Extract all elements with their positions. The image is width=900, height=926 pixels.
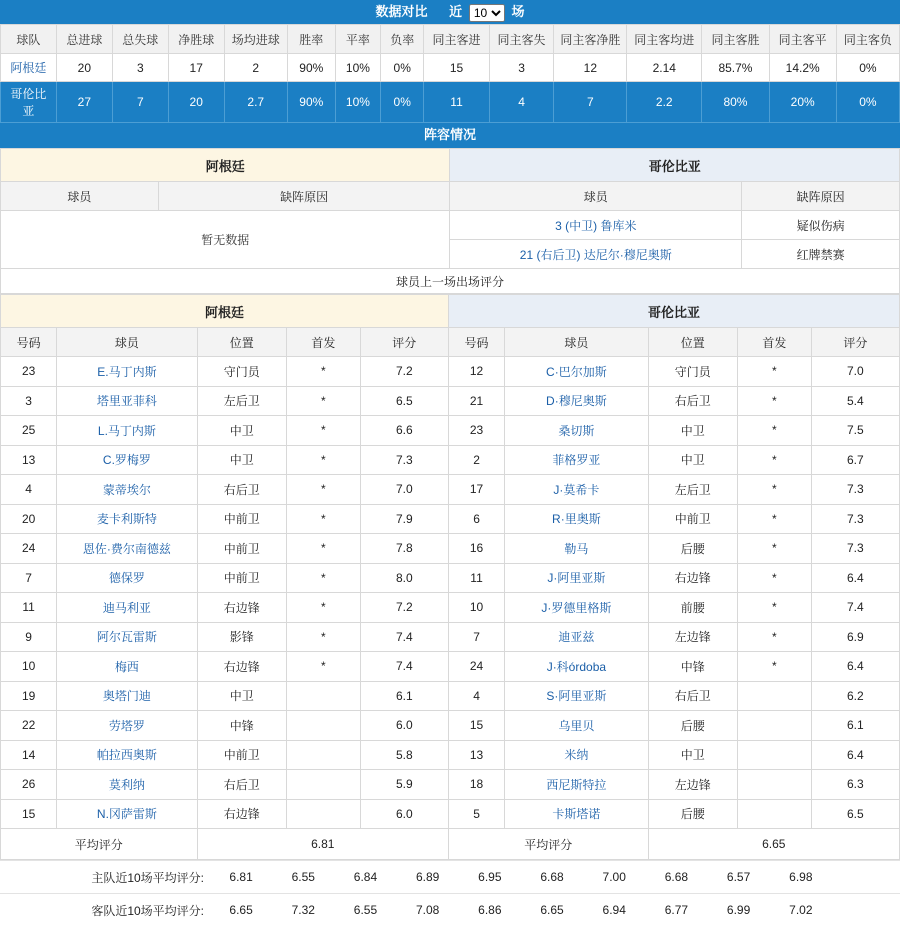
away-player-name: J·科órdoba xyxy=(505,652,648,682)
away-avg-label: 平均评分 xyxy=(448,829,648,860)
home-player-start: * xyxy=(287,593,361,623)
table-row xyxy=(1,681,900,711)
away-player-pos: 后腰 xyxy=(648,711,737,741)
table-row xyxy=(1,475,900,505)
away-player-start: * xyxy=(738,563,812,593)
compare-col-9: 同主客失 xyxy=(489,25,554,54)
data-compare-table xyxy=(0,24,900,123)
away-avg-5: 6.65 xyxy=(521,894,583,926)
home-player-start xyxy=(287,799,361,829)
header-title: 数据对比 xyxy=(376,0,428,24)
compare-col-0: 球队 xyxy=(1,25,57,54)
home-player-pos: 左后卫 xyxy=(197,386,286,416)
away-player-rating: 5.4 xyxy=(811,386,899,416)
away-player-rating: 7.5 xyxy=(811,416,899,446)
compare-col-4: 场均进球 xyxy=(224,25,287,54)
ratings-caption: 球员上一场出场评分 xyxy=(0,269,900,294)
compare-col-10: 同主客净胜 xyxy=(554,25,627,54)
home-player-no: 22 xyxy=(1,711,57,741)
away-player-rating: 6.4 xyxy=(811,740,899,770)
table-row xyxy=(1,740,900,770)
compare-col-2: 总失球 xyxy=(112,25,168,54)
ratings-col-start: 首发 xyxy=(287,328,361,357)
away-player-pos: 中锋 xyxy=(648,652,737,682)
squad-away-player: 21 (右后卫) 达尼尔·穆尼奥斯 xyxy=(450,240,742,269)
table-row xyxy=(1,445,900,475)
away-player-pos: 右后卫 xyxy=(648,386,737,416)
away-avg-3: 7.08 xyxy=(397,894,459,926)
away-player-start: * xyxy=(738,593,812,623)
cell: 2.2 xyxy=(627,82,702,123)
away-player-start: * xyxy=(738,504,812,534)
cell: 17 xyxy=(168,54,224,82)
table-row xyxy=(1,82,900,123)
away-player-no: 6 xyxy=(448,504,504,534)
home-player-no: 9 xyxy=(1,622,57,652)
cell: 10% xyxy=(335,54,380,82)
table-row xyxy=(1,563,900,593)
squad-team-header-row xyxy=(1,149,900,182)
squad-away-col-player: 球员 xyxy=(450,182,742,211)
table-row xyxy=(1,770,900,800)
cell: 0% xyxy=(836,82,899,123)
header-bar xyxy=(0,0,900,24)
home-player-pos: 右边锋 xyxy=(197,652,286,682)
table-row xyxy=(1,54,900,82)
squad-away-player: 3 (中卫) 鲁库米 xyxy=(450,211,742,240)
away-player-no: 2 xyxy=(448,445,504,475)
compare-col-8: 同主客进 xyxy=(424,25,489,54)
away-player-rating: 7.3 xyxy=(811,475,899,505)
away-player-name: 勒马 xyxy=(505,534,648,564)
away-player-pos: 中前卫 xyxy=(648,504,737,534)
home-player-start xyxy=(287,740,361,770)
compare-col-13: 同主客平 xyxy=(769,25,836,54)
home-avg-value: 6.81 xyxy=(197,829,448,860)
away-player-pos: 守门员 xyxy=(648,357,737,387)
cell: 2.7 xyxy=(224,82,287,123)
away-player-start xyxy=(738,799,812,829)
away-player-no: 13 xyxy=(448,740,504,770)
home-player-start: * xyxy=(287,622,361,652)
away-player-name: R·里奥斯 xyxy=(505,504,648,534)
home-avg-8: 6.57 xyxy=(708,861,770,894)
home-player-rating: 7.3 xyxy=(360,445,448,475)
ratings-col-no: 号码 xyxy=(448,328,504,357)
table-row xyxy=(1,357,900,387)
recent-prefix: 近 xyxy=(449,0,462,24)
home-player-no: 26 xyxy=(1,770,57,800)
ratings-col-pos: 位置 xyxy=(197,328,286,357)
player-ratings-table xyxy=(0,294,900,860)
squad-home-col-reason: 缺阵原因 xyxy=(158,182,450,211)
away-avg-8: 6.99 xyxy=(708,894,770,926)
table-row xyxy=(1,593,900,623)
home-player-name: 迪马利亚 xyxy=(57,593,197,623)
cell: 11 xyxy=(424,82,489,123)
compare-col-6: 平率 xyxy=(335,25,380,54)
home-avg-3: 6.89 xyxy=(397,861,459,894)
ratings-col-rating: 评分 xyxy=(360,328,448,357)
home-player-start xyxy=(287,681,361,711)
away-avg-9: 7.02 xyxy=(770,894,832,926)
away-avg-4: 6.86 xyxy=(459,894,521,926)
cell: 90% xyxy=(287,82,335,123)
bottom-averages xyxy=(0,860,900,926)
recent-matches-select[interactable] xyxy=(469,4,505,22)
cell: 7 xyxy=(554,82,627,123)
home-avg-7: 6.68 xyxy=(645,861,707,894)
home-avg-4: 6.95 xyxy=(459,861,521,894)
cell: 7 xyxy=(112,82,168,123)
home-player-start: * xyxy=(287,652,361,682)
away-player-rating: 6.9 xyxy=(811,622,899,652)
away-player-no: 24 xyxy=(448,652,504,682)
away-player-name: D·穆尼奥斯 xyxy=(505,386,648,416)
home-player-no: 4 xyxy=(1,475,57,505)
home-player-pos: 守门员 xyxy=(197,357,286,387)
home-player-start: * xyxy=(287,386,361,416)
home-player-name: 阿尔瓦雷斯 xyxy=(57,622,197,652)
ratings-col-start: 首发 xyxy=(738,328,812,357)
away-avg-2: 6.55 xyxy=(334,894,396,926)
home-player-pos: 中卫 xyxy=(197,416,286,446)
away-player-no: 15 xyxy=(448,711,504,741)
away-player-no: 7 xyxy=(448,622,504,652)
away-player-pos: 后腰 xyxy=(648,534,737,564)
cell: 2.14 xyxy=(627,54,702,82)
home-player-name: 德保罗 xyxy=(57,563,197,593)
cell: 27 xyxy=(56,82,112,123)
table-row xyxy=(1,386,900,416)
away-player-pos: 左边锋 xyxy=(648,770,737,800)
away-avg-row xyxy=(0,894,900,926)
spacer xyxy=(832,861,900,894)
away-player-no: 4 xyxy=(448,681,504,711)
home-player-rating: 7.2 xyxy=(360,593,448,623)
away-player-pos: 左边锋 xyxy=(648,622,737,652)
away-player-name: 乌里贝 xyxy=(505,711,648,741)
away-player-name: 卡斯塔诺 xyxy=(505,799,648,829)
away-player-start xyxy=(738,711,812,741)
home-player-no: 3 xyxy=(1,386,57,416)
squad-col-header-row xyxy=(1,182,900,211)
squad-table xyxy=(0,148,900,269)
away-player-name: 迪亚兹 xyxy=(505,622,648,652)
away-player-start: * xyxy=(738,652,812,682)
home-player-pos: 中前卫 xyxy=(197,534,286,564)
ratings-col-pos: 位置 xyxy=(648,328,737,357)
home-player-name: 恩佐·费尔南德兹 xyxy=(57,534,197,564)
away-player-start: * xyxy=(738,445,812,475)
home-avg-row-label: 主队近10场平均评分: xyxy=(0,861,210,894)
home-player-name: L.马丁内斯 xyxy=(57,416,197,446)
squad-away-reason: 疑似伤病 xyxy=(742,211,900,240)
compare-col-14: 同主客负 xyxy=(836,25,899,54)
compare-col-7: 负率 xyxy=(380,25,423,54)
ratings-body xyxy=(1,357,900,829)
home-player-rating: 7.9 xyxy=(360,504,448,534)
away-avg-row-label: 客队近10场平均评分: xyxy=(0,894,210,926)
home-player-name: 麦卡利斯特 xyxy=(57,504,197,534)
home-player-no: 24 xyxy=(1,534,57,564)
away-player-start xyxy=(738,770,812,800)
ratings-col-player: 球员 xyxy=(505,328,648,357)
home-player-name: 塔里亚菲科 xyxy=(57,386,197,416)
home-player-start: * xyxy=(287,357,361,387)
compare-col-12: 同主客胜 xyxy=(702,25,769,54)
compare-header-row xyxy=(1,25,900,54)
cell: 3 xyxy=(112,54,168,82)
away-player-pos: 右后卫 xyxy=(648,681,737,711)
home-player-rating: 6.5 xyxy=(360,386,448,416)
cell: 3 xyxy=(489,54,554,82)
cell: 0% xyxy=(380,82,423,123)
away-player-name: 西尼斯特拉 xyxy=(505,770,648,800)
away-player-rating: 6.4 xyxy=(811,652,899,682)
home-player-pos: 中锋 xyxy=(197,711,286,741)
away-player-start xyxy=(738,740,812,770)
away-player-no: 23 xyxy=(448,416,504,446)
home-player-name: 梅西 xyxy=(57,652,197,682)
away-player-pos: 中卫 xyxy=(648,445,737,475)
home-player-pos: 右后卫 xyxy=(197,475,286,505)
home-player-rating: 5.8 xyxy=(360,740,448,770)
home-player-rating: 7.4 xyxy=(360,652,448,682)
away-player-no: 10 xyxy=(448,593,504,623)
cell: 10% xyxy=(335,82,380,123)
home-player-name: C.罗梅罗 xyxy=(57,445,197,475)
away-player-no: 21 xyxy=(448,386,504,416)
cell: 2 xyxy=(224,54,287,82)
home-player-no: 13 xyxy=(1,445,57,475)
home-player-rating: 7.4 xyxy=(360,622,448,652)
away-player-start: * xyxy=(738,357,812,387)
home-avg-1: 6.55 xyxy=(272,861,334,894)
away-player-rating: 7.3 xyxy=(811,504,899,534)
home-player-start: * xyxy=(287,534,361,564)
home-player-rating: 7.8 xyxy=(360,534,448,564)
home-player-start: * xyxy=(287,504,361,534)
away-player-pos: 中卫 xyxy=(648,740,737,770)
ratings-col-header-row xyxy=(1,328,900,357)
away-player-name: 米纳 xyxy=(505,740,648,770)
ratings-home-team: 阿根廷 xyxy=(1,295,449,328)
table-row xyxy=(1,534,900,564)
home-player-name: E.马丁内斯 xyxy=(57,357,197,387)
table-row xyxy=(1,211,900,240)
home-player-start: * xyxy=(287,475,361,505)
away-player-start xyxy=(738,681,812,711)
squad-home-nodata: 暂无数据 xyxy=(1,211,450,269)
away-player-start: * xyxy=(738,386,812,416)
away-player-pos: 右边锋 xyxy=(648,563,737,593)
cell: 20 xyxy=(56,54,112,82)
home-player-rating: 6.0 xyxy=(360,799,448,829)
home-player-no: 14 xyxy=(1,740,57,770)
away-player-rating: 6.7 xyxy=(811,445,899,475)
away-player-rating: 6.4 xyxy=(811,563,899,593)
away-player-no: 16 xyxy=(448,534,504,564)
away-player-pos: 中卫 xyxy=(648,416,737,446)
home-player-name: 莫利纳 xyxy=(57,770,197,800)
away-player-no: 18 xyxy=(448,770,504,800)
home-player-rating: 6.1 xyxy=(360,681,448,711)
home-player-no: 10 xyxy=(1,652,57,682)
ratings-col-no: 号码 xyxy=(1,328,57,357)
away-player-rating: 7.0 xyxy=(811,357,899,387)
away-player-name: 桑切斯 xyxy=(505,416,648,446)
away-player-start: * xyxy=(738,534,812,564)
cell: 0% xyxy=(836,54,899,82)
home-player-name: 帕拉西奥斯 xyxy=(57,740,197,770)
away-player-name: J·阿里亚斯 xyxy=(505,563,648,593)
home-player-pos: 影锋 xyxy=(197,622,286,652)
away-player-name: J·莫希卡 xyxy=(505,475,648,505)
away-player-rating: 6.1 xyxy=(811,711,899,741)
home-player-no: 11 xyxy=(1,593,57,623)
cell: 0% xyxy=(380,54,423,82)
home-player-rating: 7.0 xyxy=(360,475,448,505)
away-player-rating: 7.4 xyxy=(811,593,899,623)
home-player-rating: 6.0 xyxy=(360,711,448,741)
compare-col-5: 胜率 xyxy=(287,25,335,54)
home-player-no: 23 xyxy=(1,357,57,387)
away-player-pos: 后腰 xyxy=(648,799,737,829)
ratings-away-team: 哥伦比亚 xyxy=(448,295,899,328)
squad-home-team: 阿根廷 xyxy=(1,149,450,182)
home-player-pos: 右边锋 xyxy=(197,593,286,623)
compare-team-home: 阿根廷 xyxy=(1,54,57,82)
table-row xyxy=(1,652,900,682)
away-player-pos: 左后卫 xyxy=(648,475,737,505)
away-avg-value: 6.65 xyxy=(648,829,899,860)
table-row xyxy=(1,799,900,829)
compare-team-away: 哥伦比亚 xyxy=(1,82,57,123)
cell: 20% xyxy=(769,82,836,123)
ratings-col-player: 球员 xyxy=(57,328,197,357)
home-avg-6: 7.00 xyxy=(583,861,645,894)
home-player-pos: 右边锋 xyxy=(197,799,286,829)
compare-col-3: 净胜球 xyxy=(168,25,224,54)
squad-away-team: 哥伦比亚 xyxy=(450,149,900,182)
cell: 90% xyxy=(287,54,335,82)
squad-away-col-reason: 缺阵原因 xyxy=(742,182,900,211)
home-player-name: 劳塔罗 xyxy=(57,711,197,741)
home-player-pos: 中前卫 xyxy=(197,740,286,770)
table-row xyxy=(1,622,900,652)
home-player-pos: 中前卫 xyxy=(197,504,286,534)
table-row xyxy=(1,711,900,741)
recent-suffix: 场 xyxy=(511,0,524,24)
away-player-name: 菲格罗亚 xyxy=(505,445,648,475)
cell: 85.7% xyxy=(702,54,769,82)
away-player-rating: 6.3 xyxy=(811,770,899,800)
home-player-no: 25 xyxy=(1,416,57,446)
compare-col-1: 总进球 xyxy=(56,25,112,54)
home-player-name: 奥塔门迪 xyxy=(57,681,197,711)
cell: 4 xyxy=(489,82,554,123)
home-avg-row xyxy=(0,861,900,894)
home-player-no: 7 xyxy=(1,563,57,593)
home-player-no: 15 xyxy=(1,799,57,829)
compare-col-11: 同主客均进 xyxy=(627,25,702,54)
away-avg-1: 7.32 xyxy=(272,894,334,926)
home-player-rating: 8.0 xyxy=(360,563,448,593)
home-avg-9: 6.98 xyxy=(770,861,832,894)
home-player-start xyxy=(287,711,361,741)
home-player-no: 19 xyxy=(1,681,57,711)
home-player-rating: 7.2 xyxy=(360,357,448,387)
home-player-rating: 5.9 xyxy=(360,770,448,800)
home-player-pos: 中前卫 xyxy=(197,563,286,593)
home-player-no: 20 xyxy=(1,504,57,534)
away-player-rating: 7.3 xyxy=(811,534,899,564)
home-avg-5: 6.68 xyxy=(521,861,583,894)
cell: 15 xyxy=(424,54,489,82)
cell: 12 xyxy=(554,54,627,82)
away-player-rating: 6.2 xyxy=(811,681,899,711)
away-avg-7: 6.77 xyxy=(645,894,707,926)
spacer xyxy=(832,894,900,926)
cell: 80% xyxy=(702,82,769,123)
home-player-start: * xyxy=(287,563,361,593)
table-row xyxy=(1,416,900,446)
away-player-pos: 前腰 xyxy=(648,593,737,623)
away-player-no: 5 xyxy=(448,799,504,829)
cell: 14.2% xyxy=(769,54,836,82)
home-player-name: 蒙蒂埃尔 xyxy=(57,475,197,505)
home-avg-label: 平均评分 xyxy=(1,829,198,860)
home-player-start xyxy=(287,770,361,800)
away-player-no: 12 xyxy=(448,357,504,387)
table-row xyxy=(1,504,900,534)
home-player-pos: 右后卫 xyxy=(197,770,286,800)
away-avg-0: 6.65 xyxy=(210,894,272,926)
squad-home-col-player: 球员 xyxy=(1,182,159,211)
home-player-name: N.冈萨雷斯 xyxy=(57,799,197,829)
squad-away-reason: 红牌禁赛 xyxy=(742,240,900,269)
away-player-name: C·巴尔加斯 xyxy=(505,357,648,387)
cell: 20 xyxy=(168,82,224,123)
home-player-start: * xyxy=(287,445,361,475)
home-player-rating: 6.6 xyxy=(360,416,448,446)
away-avg-6: 6.94 xyxy=(583,894,645,926)
home-avg-2: 6.84 xyxy=(334,861,396,894)
away-player-start: * xyxy=(738,622,812,652)
away-player-name: J·罗德里格斯 xyxy=(505,593,648,623)
home-player-pos: 中卫 xyxy=(197,681,286,711)
ratings-team-header-row xyxy=(1,295,900,328)
away-player-start: * xyxy=(738,475,812,505)
away-player-name: S·阿里亚斯 xyxy=(505,681,648,711)
away-player-start: * xyxy=(738,416,812,446)
home-avg-0: 6.81 xyxy=(210,861,272,894)
ratings-col-rating: 评分 xyxy=(811,328,899,357)
home-player-start: * xyxy=(287,416,361,446)
away-player-no: 11 xyxy=(448,563,504,593)
home-player-pos: 中卫 xyxy=(197,445,286,475)
ratings-average-row xyxy=(1,829,900,860)
away-player-rating: 6.5 xyxy=(811,799,899,829)
away-player-no: 17 xyxy=(448,475,504,505)
squad-section-bar: 阵容情况 xyxy=(0,123,900,148)
